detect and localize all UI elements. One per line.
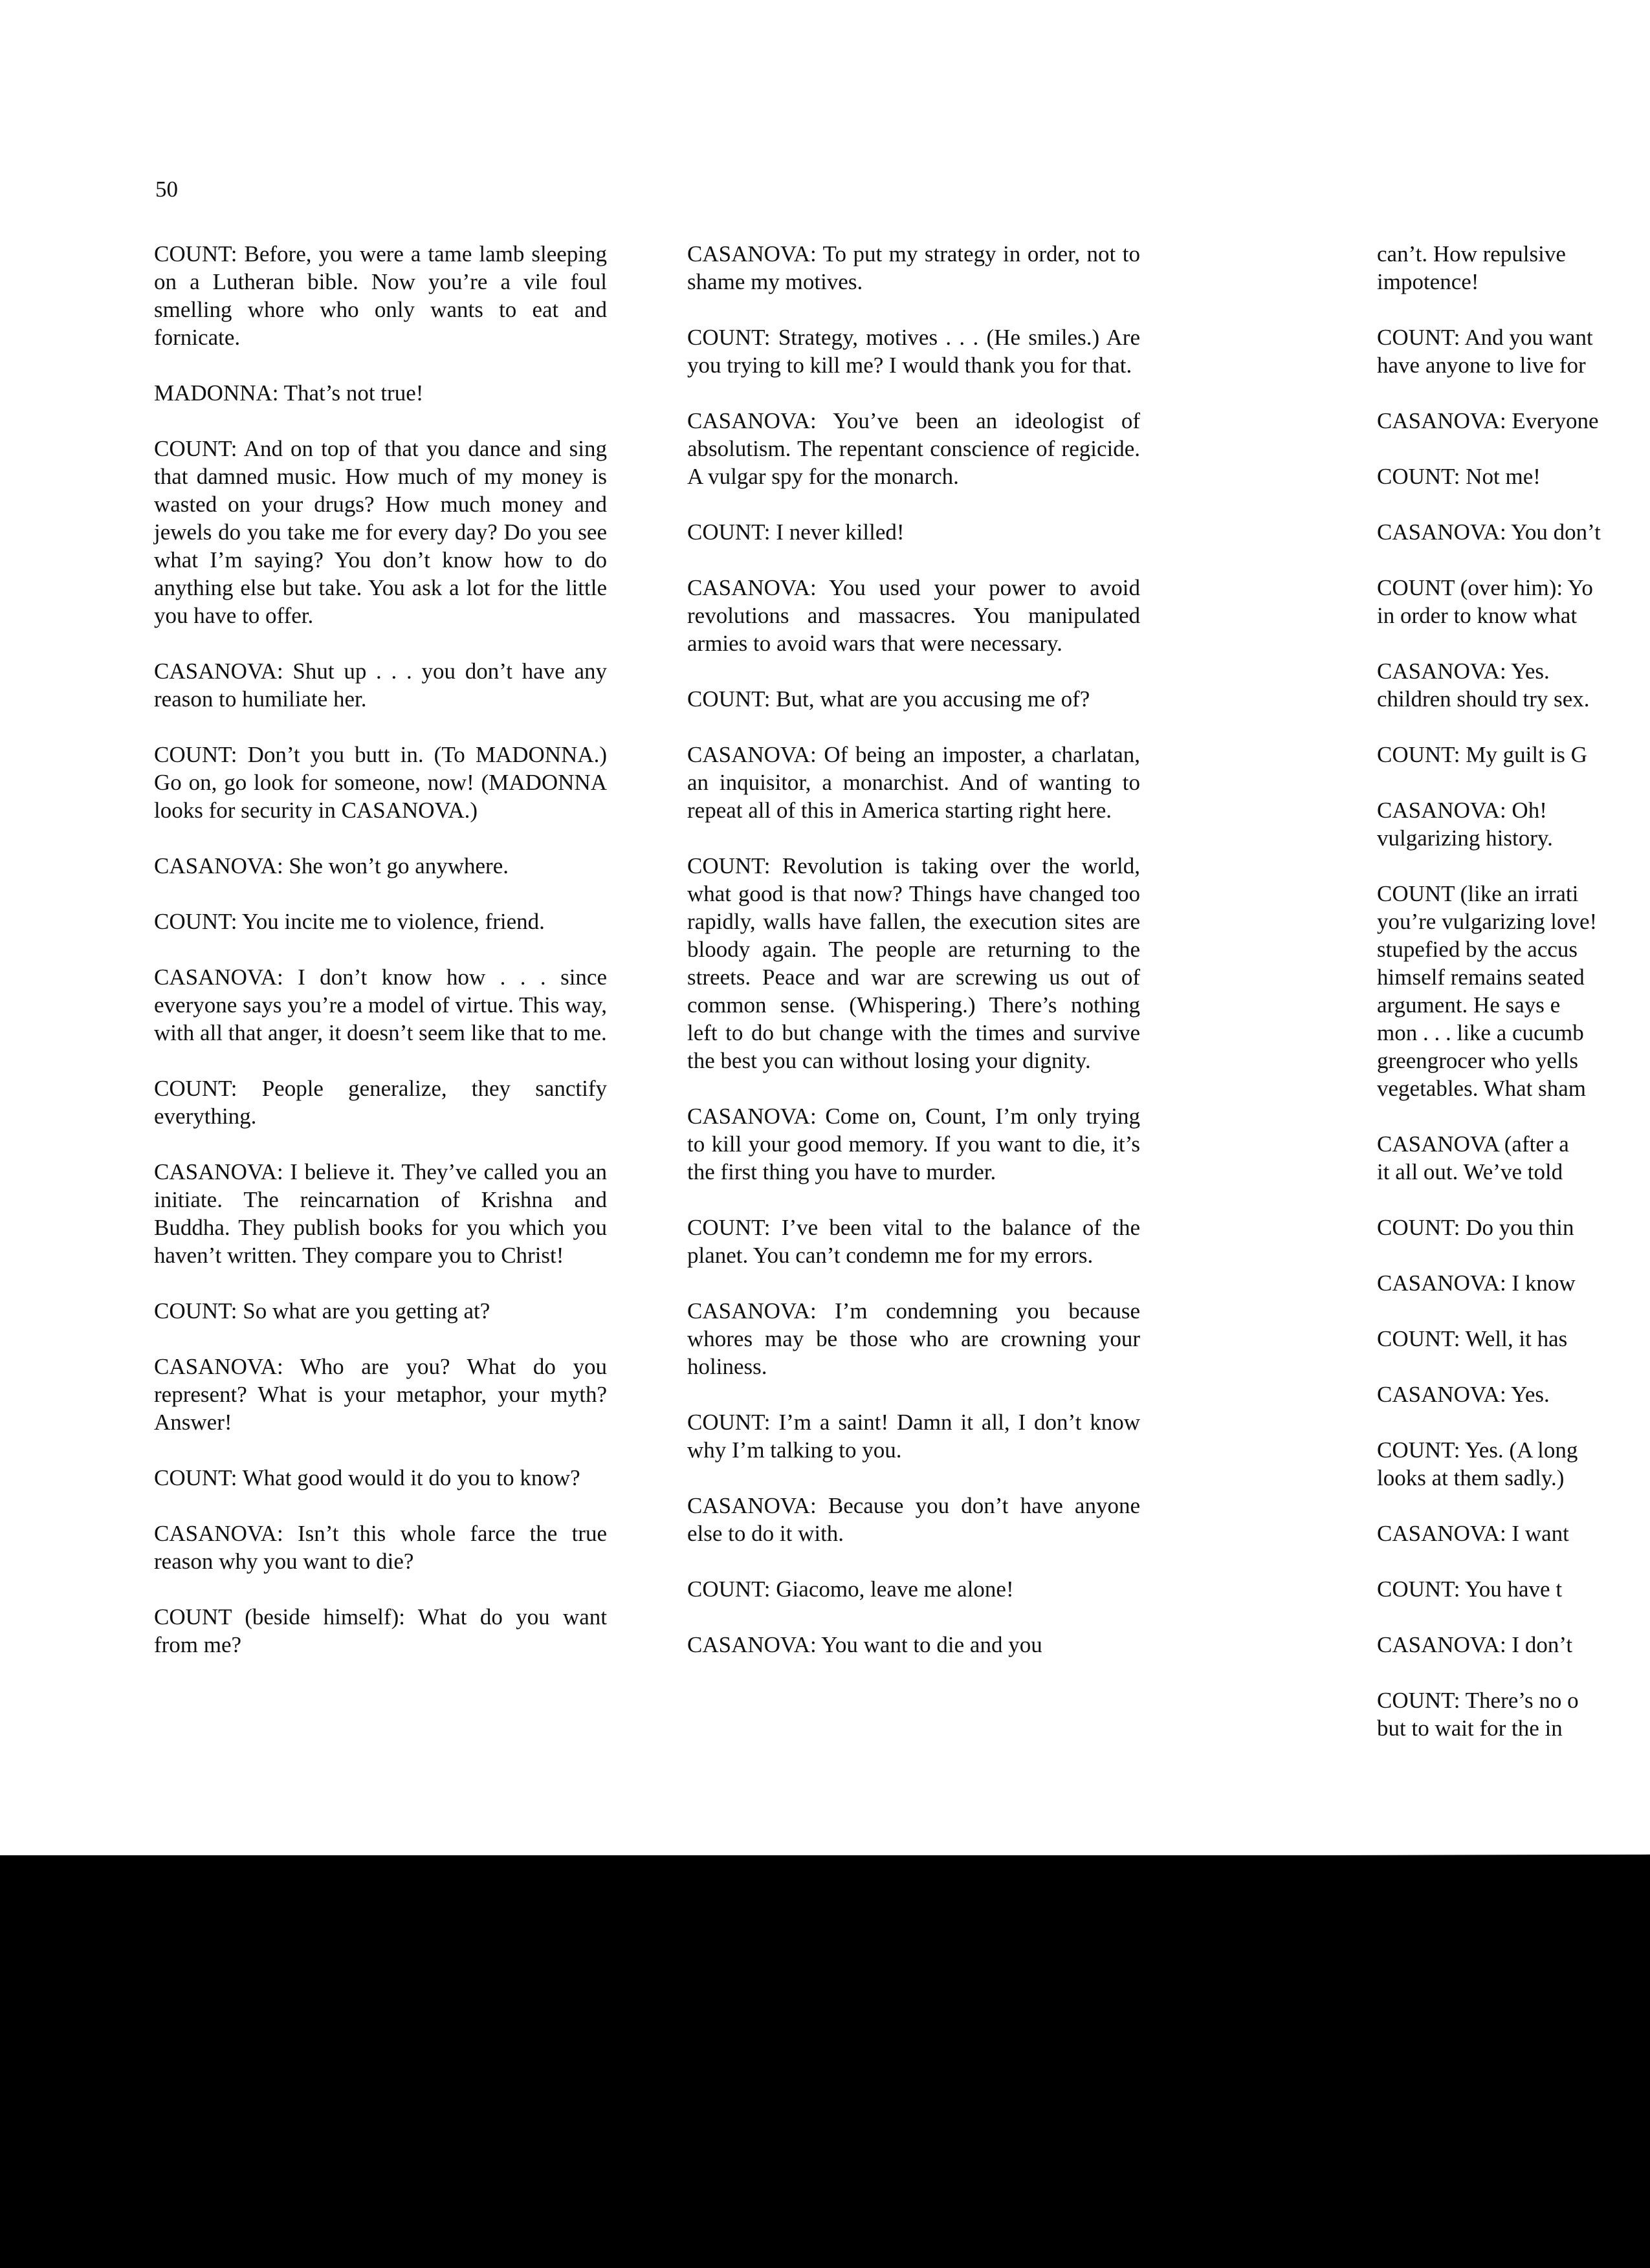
dialogue-paragraph: COUNT: Giacomo, leave me alone! (687, 1576, 1014, 1602)
dialogue-paragraph: COUNT: Before, you were a tame lamb sleeping on a Lutheran bible. Now you’re a vile foul smelling whore who only wants to eat and fornicate. (154, 241, 607, 350)
dialogue-paragraph: COUNT: I never killed! (687, 519, 905, 545)
dialogue-paragraph: COUNT (like an irrati you’re vulgarizing love! stupefied by the accus himself remains seated argument. He says e mon . . . like a cucumb greengrocer who yells vegetables. What sham (1377, 881, 1598, 1101)
text-column-left (154, 240, 607, 1659)
dialogue-paragraph: CASANOVA: Come on, Count, I’m only trying to kill your good memory. If you want to die, it’s the first thing you have to murder. (687, 1104, 1140, 1184)
dialogue-paragraph: COUNT: Strategy, motives . . . (He smiles.) Are you trying to kill me? I would thank you for that. (687, 325, 1140, 378)
page-number: 50 (155, 177, 178, 202)
dialogue-paragraph: CASANOVA: You want to die and you (687, 1632, 1042, 1657)
dialogue-paragraph: COUNT: Yes. (A long looks at them sadly.) (1377, 1437, 1578, 1490)
dialogue-paragraph: COUNT: Well, it has (1377, 1326, 1568, 1351)
text-column-right-cropped (1377, 240, 1650, 1742)
dialogue-paragraph: COUNT: Not me! (1377, 464, 1541, 489)
dialogue-paragraph: CASANOVA: I want (1377, 1521, 1569, 1546)
dialogue-paragraph: COUNT: But, what are you accusing me of? (687, 686, 1090, 712)
dialogue-paragraph: CASANOVA: You don’t (1377, 519, 1601, 545)
dialogue-paragraph: COUNT (beside himself): What do you want from me? (154, 1604, 607, 1657)
dialogue-paragraph: COUNT: My guilt is G (1377, 742, 1587, 767)
dialogue-paragraph: CASANOVA: Everyone (1377, 408, 1599, 433)
dialogue-paragraph: CASANOVA: You’ve been an ideologist of absolutism. The repentant conscience of regicide. A vulgar spy for the monarch. (687, 408, 1140, 489)
dialogue-paragraph: COUNT: So what are you getting at? (154, 1298, 490, 1324)
dialogue-paragraph: CASANOVA: I know (1377, 1270, 1576, 1296)
dialogue-paragraph: CASANOVA: I believe it. They’ve called you an initiate. The reincarnation of Krishna and Buddha. They publish books for you which you haven’t written. They compare you to Christ! (154, 1159, 607, 1268)
dialogue-paragraph: CASANOVA: Yes. children should try sex. (1377, 659, 1590, 712)
dialogue-paragraph: CASANOVA: You used your power to avoid revolutions and massacres. You manipulated armies to avoid wars that were necessary. (687, 575, 1140, 656)
dialogue-paragraph: CASANOVA: Because you don’t have anyone else to do it with. (687, 1493, 1140, 1546)
dialogue-paragraph: CASANOVA: I don’t (1377, 1632, 1573, 1657)
dialogue-paragraph: COUNT: Don’t you butt in. (To MADONNA.) Go on, go look for someone, now! (MADONNA looks for security in CASANOVA.) (154, 742, 607, 823)
dialogue-paragraph: COUNT: People generalize, they sanctify everything. (154, 1076, 607, 1129)
dialogue-paragraph: COUNT: There’s no o but to wait for the in (1377, 1688, 1579, 1741)
dialogue-paragraph: COUNT: And you want have anyone to live for (1377, 325, 1593, 378)
scan-black-background (0, 1855, 1650, 2268)
dialogue-paragraph: CASANOVA (after a it all out. We’ve told (1377, 1131, 1569, 1184)
dialogue-paragraph: MADONNA: That’s not true! (154, 380, 424, 406)
dialogue-paragraph: CASANOVA: Oh! vulgarizing history. (1377, 798, 1553, 851)
dialogue-paragraph: CASANOVA: She won’t go anywhere. (154, 853, 509, 878)
dialogue-paragraph: CASANOVA: I don’t know how . . . since everyone says you’re a model of virtue. This way, with all that anger, it doesn’t seem like that to me. (154, 965, 607, 1045)
dialogue-paragraph: CASANOVA: To put my strategy in order, not to shame my motives. (687, 241, 1140, 294)
dialogue-paragraph: COUNT: Revolution is taking over the world, what good is that now? Things have changed too rapidly, walls have fallen, the execution sites are bloody again. The people are returning to the streets. Peace and war are screwing us out of common sense. (Whispering.) There’s nothing left to do but change with the times and survive the best you can without losing your dignity. (687, 853, 1140, 1073)
dialogue-paragraph: CASANOVA: Who are you? What do you represent? What is your metaphor, your myth? Answer! (154, 1354, 607, 1435)
dialogue-paragraph: CASANOVA: Of being an imposter, a charlatan, an inquisitor, a monarchist. And of wanting to repeat all of this in America starting right here. (687, 742, 1140, 823)
dialogue-paragraph: COUNT: You incite me to violence, friend. (154, 909, 545, 934)
dialogue-paragraph: COUNT: And on top of that you dance and sing that damned music. How much of my money is wasted on your drugs? How much money and jewels do you take me for every day? Do you see what I’m saying? You don’t know how to do anything else but take. You ask a lot for the little you have to offer. (154, 436, 607, 628)
dialogue-paragraph: COUNT (over him): Yo in order to know what (1377, 575, 1593, 628)
dialogue-paragraph: COUNT: You have t (1377, 1576, 1563, 1602)
dialogue-paragraph: CASANOVA: Isn’t this whole farce the true reason why you want to die? (154, 1521, 607, 1574)
dialogue-paragraph: COUNT: I’m a saint! Damn it all, I don’t know why I’m talking to you. (687, 1410, 1140, 1463)
dialogue-paragraph: CASANOVA: I’m condemning you because whores may be those who are crowning your holiness. (687, 1298, 1140, 1379)
dialogue-paragraph: COUNT: I’ve been vital to the balance of the planet. You can’t condemn me for my errors. (687, 1215, 1140, 1268)
dialogue-paragraph: COUNT: Do you thin (1377, 1215, 1574, 1240)
dialogue-paragraph: CASANOVA: Yes. (1377, 1382, 1550, 1407)
text-column-middle (687, 240, 1140, 1659)
dialogue-paragraph: COUNT: What good would it do you to know? (154, 1465, 580, 1490)
dialogue-paragraph: CASANOVA: Shut up . . . you don’t have any reason to humiliate her. (154, 659, 607, 712)
dialogue-paragraph: can’t. How repulsive impotence! (1377, 241, 1566, 294)
